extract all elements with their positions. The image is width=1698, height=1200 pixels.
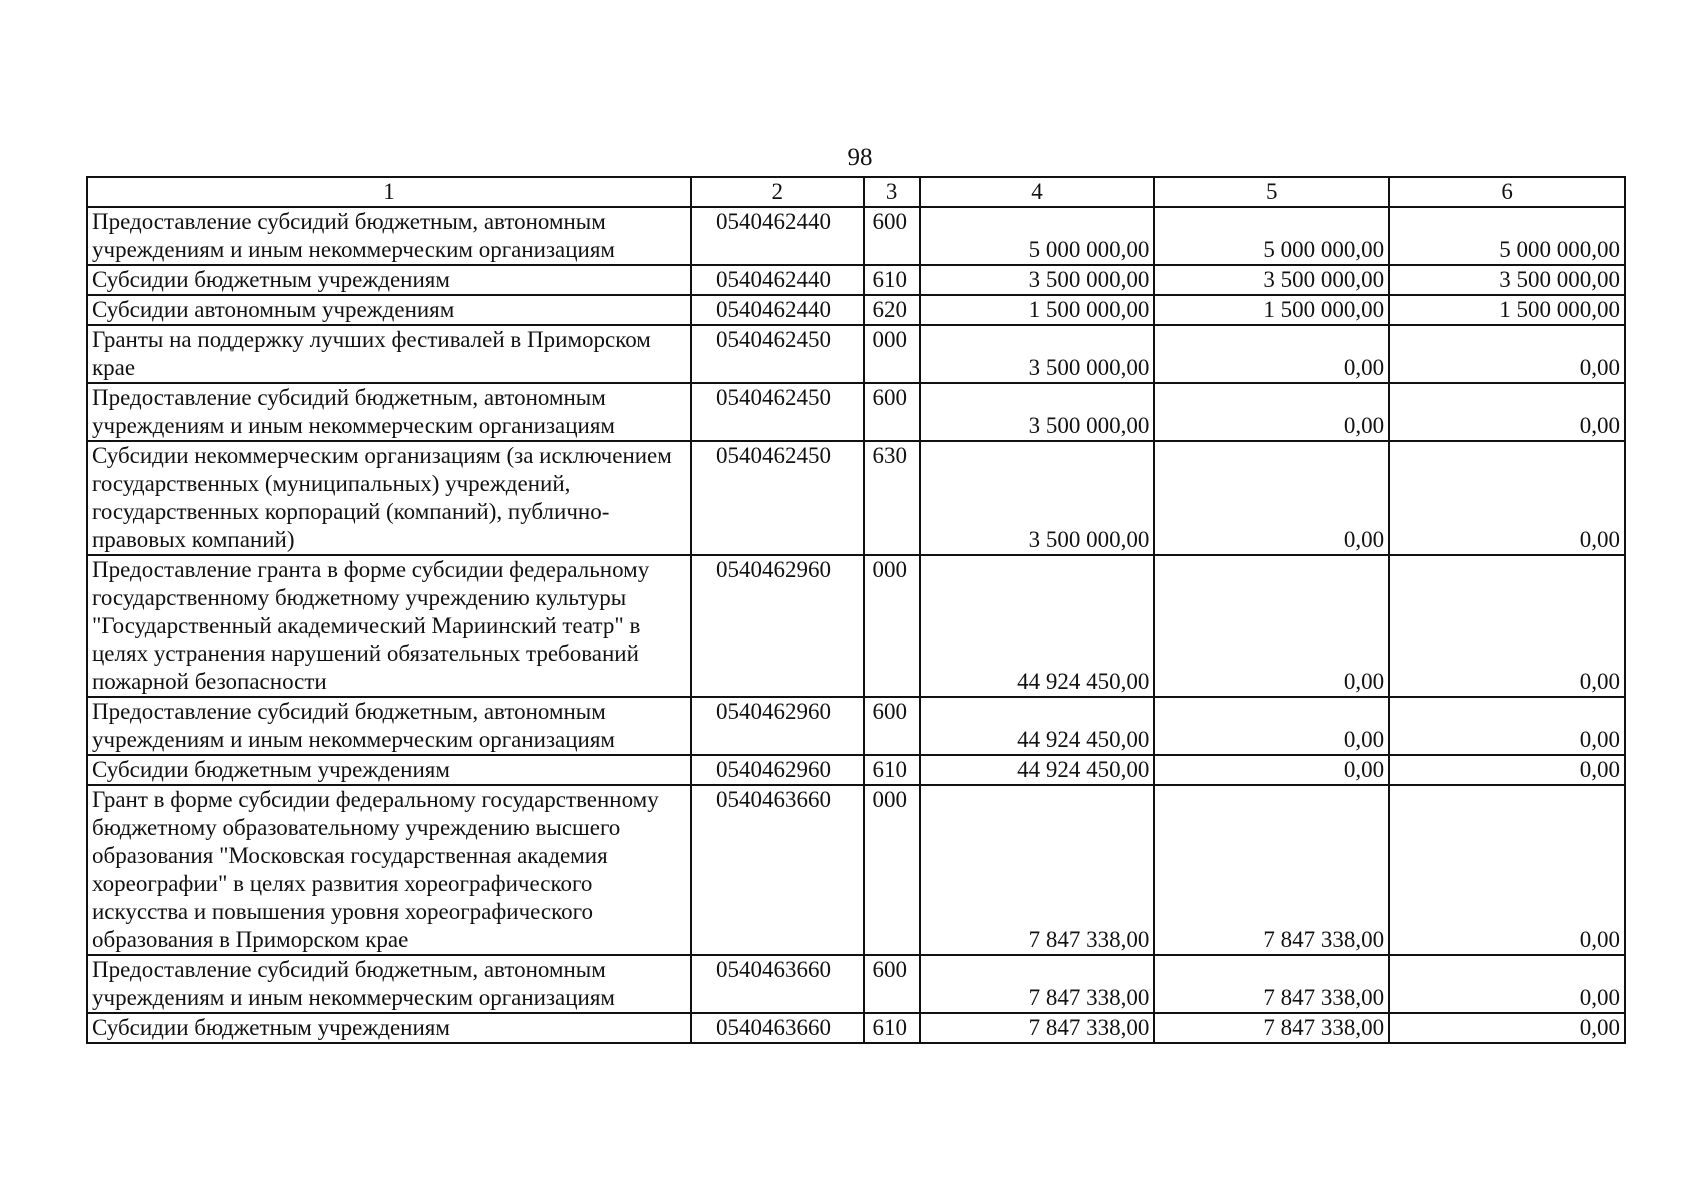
row-amount-col4-cell: 44 924 450,00 <box>920 555 1155 697</box>
row-type-cell: 610 <box>864 755 920 785</box>
column-header: 2 <box>691 177 864 207</box>
row-amount-col4-cell: 44 924 450,00 <box>920 697 1155 755</box>
table-row <box>87 383 1625 441</box>
table-row <box>87 441 1625 555</box>
row-amount-col6-cell: 0,00 <box>1389 755 1625 785</box>
row-amount-col6-cell: 0,00 <box>1389 785 1625 955</box>
row-amount-col5-cell: 1 500 000,00 <box>1154 295 1389 325</box>
row-code-cell: 0540462440 <box>691 295 864 325</box>
row-amount-col5-cell: 0,00 <box>1154 325 1389 383</box>
row-amount-col6-cell: 0,00 <box>1389 955 1625 1013</box>
budget-table <box>86 176 1626 1044</box>
table-row <box>87 1013 1625 1043</box>
column-header: 1 <box>87 177 691 207</box>
row-type-cell: 600 <box>864 697 920 755</box>
row-amount-col4-cell: 44 924 450,00 <box>920 755 1155 785</box>
column-header: 5 <box>1154 177 1389 207</box>
row-amount-col5-cell: 0,00 <box>1154 697 1389 755</box>
row-amount-col5-cell: 0,00 <box>1154 441 1389 555</box>
row-type-cell: 630 <box>864 441 920 555</box>
column-header: 6 <box>1389 177 1625 207</box>
row-amount-col6-cell: 0,00 <box>1389 1013 1625 1043</box>
row-amount-col4-cell: 1 500 000,00 <box>920 295 1155 325</box>
row-type-cell: 600 <box>864 955 920 1013</box>
table-row <box>87 295 1625 325</box>
row-amount-col4-cell: 3 500 000,00 <box>920 441 1155 555</box>
row-code-cell: 0540462960 <box>691 755 864 785</box>
row-name-cell: Предоставление гранта в форме субсидии федеральному государственному бюджетному учреждению культуры "Государственный академический Мариинский театр" в целях устранения нарушений обязательных требований пожарной безопасности <box>87 555 691 697</box>
row-type-cell: 000 <box>864 325 920 383</box>
row-amount-col4-cell: 7 847 338,00 <box>920 955 1155 1013</box>
table-row <box>87 755 1625 785</box>
row-amount-col4-cell: 3 500 000,00 <box>920 325 1155 383</box>
row-amount-col5-cell: 7 847 338,00 <box>1154 785 1389 955</box>
row-amount-col5-cell: 0,00 <box>1154 755 1389 785</box>
row-name-cell: Предоставление субсидий бюджетным, автономным учреждениям и иным некоммерческим организациям <box>87 207 691 265</box>
row-amount-col6-cell: 3 500 000,00 <box>1389 265 1625 295</box>
row-amount-col5-cell: 7 847 338,00 <box>1154 1013 1389 1043</box>
row-type-cell: 610 <box>864 265 920 295</box>
row-name-cell: Субсидии автономным учреждениям <box>87 295 691 325</box>
row-name-cell: Субсидии некоммерческим организациям (за исключением государственных (муниципальных) учреждений, государственных корпораций (компаний), публично-правовых компаний) <box>87 441 691 555</box>
row-amount-col6-cell: 1 500 000,00 <box>1389 295 1625 325</box>
row-amount-col5-cell: 0,00 <box>1154 555 1389 697</box>
table-row <box>87 555 1625 697</box>
row-name-cell: Грант в форме субсидии федеральному государственному бюджетному образовательному учреждению высшего образования "Московская государственная академия хореографии" в целях развития хореографического искусства и повышения уровня хореографического образования в Приморском крае <box>87 785 691 955</box>
table-row <box>87 325 1625 383</box>
row-code-cell: 0540462450 <box>691 325 864 383</box>
row-type-cell: 610 <box>864 1013 920 1043</box>
budget-table-body <box>87 177 1625 1043</box>
table-row <box>87 697 1625 755</box>
row-name-cell: Субсидии бюджетным учреждениям <box>87 755 691 785</box>
row-amount-col6-cell: 0,00 <box>1389 383 1625 441</box>
row-type-cell: 600 <box>864 383 920 441</box>
row-name-cell: Субсидии бюджетным учреждениям <box>87 1013 691 1043</box>
row-type-cell: 000 <box>864 785 920 955</box>
row-type-cell: 600 <box>864 207 920 265</box>
row-code-cell: 0540463660 <box>691 785 864 955</box>
row-amount-col4-cell: 7 847 338,00 <box>920 785 1155 955</box>
row-amount-col4-cell: 3 500 000,00 <box>920 383 1155 441</box>
row-name-cell: Предоставление субсидий бюджетным, автономным учреждениям и иным некоммерческим организациям <box>87 955 691 1013</box>
row-amount-col6-cell: 5 000 000,00 <box>1389 207 1625 265</box>
row-name-cell: Гранты на поддержку лучших фестивалей в Приморском крае <box>87 325 691 383</box>
row-amount-col4-cell: 3 500 000,00 <box>920 265 1155 295</box>
row-type-cell: 620 <box>864 295 920 325</box>
row-code-cell: 0540463660 <box>691 955 864 1013</box>
row-code-cell: 0540462960 <box>691 697 864 755</box>
row-amount-col5-cell: 3 500 000,00 <box>1154 265 1389 295</box>
row-amount-col6-cell: 0,00 <box>1389 441 1625 555</box>
row-code-cell: 0540462440 <box>691 207 864 265</box>
row-code-cell: 0540462450 <box>691 441 864 555</box>
table-row <box>87 207 1625 265</box>
row-amount-col6-cell: 0,00 <box>1389 555 1625 697</box>
row-amount-col5-cell: 0,00 <box>1154 383 1389 441</box>
row-code-cell: 0540463660 <box>691 1013 864 1043</box>
row-code-cell: 0540462440 <box>691 265 864 295</box>
row-name-cell: Предоставление субсидий бюджетным, автономным учреждениям и иным некоммерческим организациям <box>87 697 691 755</box>
column-header: 3 <box>864 177 920 207</box>
table-row <box>87 785 1625 955</box>
row-type-cell: 000 <box>864 555 920 697</box>
column-header-row <box>87 177 1625 207</box>
row-amount-col4-cell: 7 847 338,00 <box>920 1013 1155 1043</box>
row-amount-col5-cell: 5 000 000,00 <box>1154 207 1389 265</box>
row-name-cell: Предоставление субсидий бюджетным, автономным учреждениям и иным некоммерческим организациям <box>87 383 691 441</box>
row-code-cell: 0540462960 <box>691 555 864 697</box>
row-amount-col6-cell: 0,00 <box>1389 325 1625 383</box>
table-row <box>87 955 1625 1013</box>
table-row <box>87 265 1625 295</box>
page-number: 98 <box>847 144 873 171</box>
row-amount-col6-cell: 0,00 <box>1389 697 1625 755</box>
row-name-cell: Субсидии бюджетным учреждениям <box>87 265 691 295</box>
row-code-cell: 0540462450 <box>691 383 864 441</box>
row-amount-col4-cell: 5 000 000,00 <box>920 207 1155 265</box>
column-header: 4 <box>920 177 1155 207</box>
row-amount-col5-cell: 7 847 338,00 <box>1154 955 1389 1013</box>
